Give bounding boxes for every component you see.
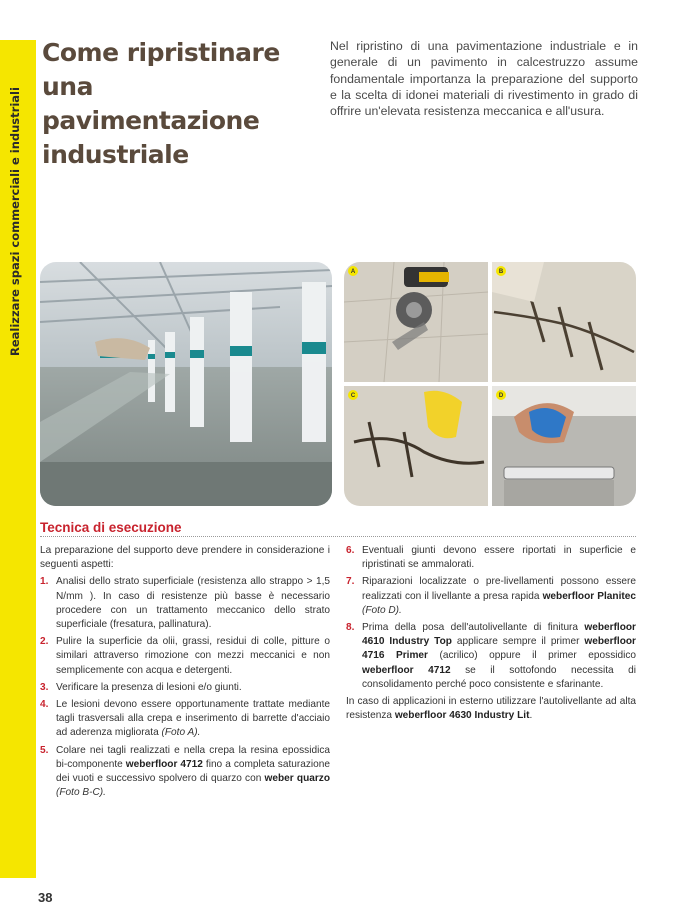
repair-steps-photo-grid xyxy=(344,262,636,506)
step-5-text-b: fino a completa saturazione dei vuoti e successivo spolvero di quarzo con xyxy=(56,758,330,785)
step-8-text-b: applicare sempre il primer xyxy=(451,636,585,648)
photo-d-label: D xyxy=(498,393,504,399)
section-title: Tecnica di esecuzione xyxy=(40,520,182,535)
step-7-text: Riparazioni localizzate o pre-livellamenti possono essere realizzati con il livellante a presa rapida xyxy=(362,576,636,602)
photo-a xyxy=(344,262,488,382)
step-8-text-d: se il sottofondo necessita di consolidamento perché poco consistente e sfarinante. xyxy=(362,664,636,690)
step-7 xyxy=(346,575,636,618)
photo-b-label: B xyxy=(498,269,504,275)
industrial-floor-photo xyxy=(40,262,332,506)
step-8-text-c: (acrilico) oppure il primer epossidico xyxy=(427,650,636,662)
step-4-text: Le lesioni devono essere opportunamente trattate mediante tagli trasversali alla crepa e inserimento di barrette d'acciaio ad aderenza migliorata xyxy=(56,699,330,739)
left-intro: La preparazione del supporto deve prendere in considerazione i seguenti aspetti: xyxy=(40,545,330,571)
step-1 xyxy=(40,575,330,632)
sidebar-label: Realizzare spazi commerciali e industriali xyxy=(8,87,22,356)
step-8 xyxy=(346,621,636,692)
photo-c xyxy=(344,386,488,506)
step-8-text-a: Prima della posa dell'autolivellante di finitura xyxy=(362,622,585,634)
step-6-text: Eventuali giunti devono essere riportati in superficie e ripristinati se ammalorati. xyxy=(362,545,636,571)
title-line-3: industriale xyxy=(42,140,189,169)
photo-d xyxy=(492,386,636,506)
section-divider xyxy=(40,536,636,537)
photo-a-label: A xyxy=(350,269,356,275)
step-2-text: Pulire la superficie da olii, grassi, residui di colle, pitture o similari attraverso rimozione con mezzi meccanici e non semplicemente con acqua e detergenti. xyxy=(56,636,330,676)
title-line-2: una pavimentazione xyxy=(42,72,260,135)
step-7-product: weberfloor Planitec xyxy=(542,590,636,602)
step-4 xyxy=(40,698,330,741)
step-3-number: 3. xyxy=(40,681,49,693)
page-title xyxy=(42,36,302,172)
outdoor-note-product: weberfloor 4630 Industry Lit xyxy=(394,710,530,722)
outdoor-note-text: In caso di applicazioni in esterno utilizzare l'autolivellante ad alta resistenza xyxy=(346,696,636,722)
step-1-text: Analisi dello strato superficiale (resistenza allo strappo > 1,5 N/mm ). In caso di resistenze più basse è necessario procedere con un trattamento meccanico dello strato superficiale (fresatura, pallinatura). xyxy=(56,576,330,631)
step-5-product-2: weber quarzo xyxy=(264,773,330,785)
step-3-text: Verificare la presenza di lesioni e/o giunti. xyxy=(56,681,242,693)
step-4-number: 4. xyxy=(40,699,49,711)
yellow-sidebar xyxy=(0,40,36,878)
photo-c-label: C xyxy=(350,393,356,399)
outdoor-note-end: . xyxy=(529,710,533,722)
page-number: 38 xyxy=(38,890,53,905)
step-5-number: 5. xyxy=(40,744,49,756)
step-2-number: 2. xyxy=(40,636,49,648)
step-6 xyxy=(346,544,636,572)
step-8-product-a: weberfloor 4610 Industry Top xyxy=(362,622,636,648)
step-5-text-a: Colare nei tagli realizzati e nella crepa la resina epossidica bi-componente xyxy=(56,744,330,770)
step-5-product: weberfloor 4712 xyxy=(125,758,203,770)
right-column xyxy=(346,544,636,726)
outdoor-note xyxy=(346,695,636,723)
step-7-number: 7. xyxy=(346,576,355,588)
step-5-photo-ref: (Foto B-C). xyxy=(56,787,106,799)
step-7-photo-ref: (Foto D). xyxy=(362,604,402,616)
step-8-number: 8. xyxy=(346,622,355,634)
step-5 xyxy=(40,744,330,801)
title-line-1: Come ripristinare xyxy=(42,38,280,67)
step-3 xyxy=(40,681,330,695)
step-1-number: 1. xyxy=(40,576,49,588)
photo-b xyxy=(492,262,636,382)
left-column xyxy=(40,544,330,803)
step-8-product-b: weberfloor 4716 Primer xyxy=(362,636,636,662)
step-4-photo-ref: (Foto A). xyxy=(161,727,201,739)
step-6-number: 6. xyxy=(346,545,355,556)
intro-paragraph: Nel ripristino di una pavimentazione industriale e in generale di un pavimento in calcestruzzo assume fondamentale importanza la preparazione del supporto e la scelta di idonei materiali di rivestimento in grado di offrire un'elevata resistenza meccanica e all'usura. xyxy=(330,39,638,119)
step-2 xyxy=(40,635,330,678)
step-8-product-c: weberfloor 4712 xyxy=(362,664,451,676)
